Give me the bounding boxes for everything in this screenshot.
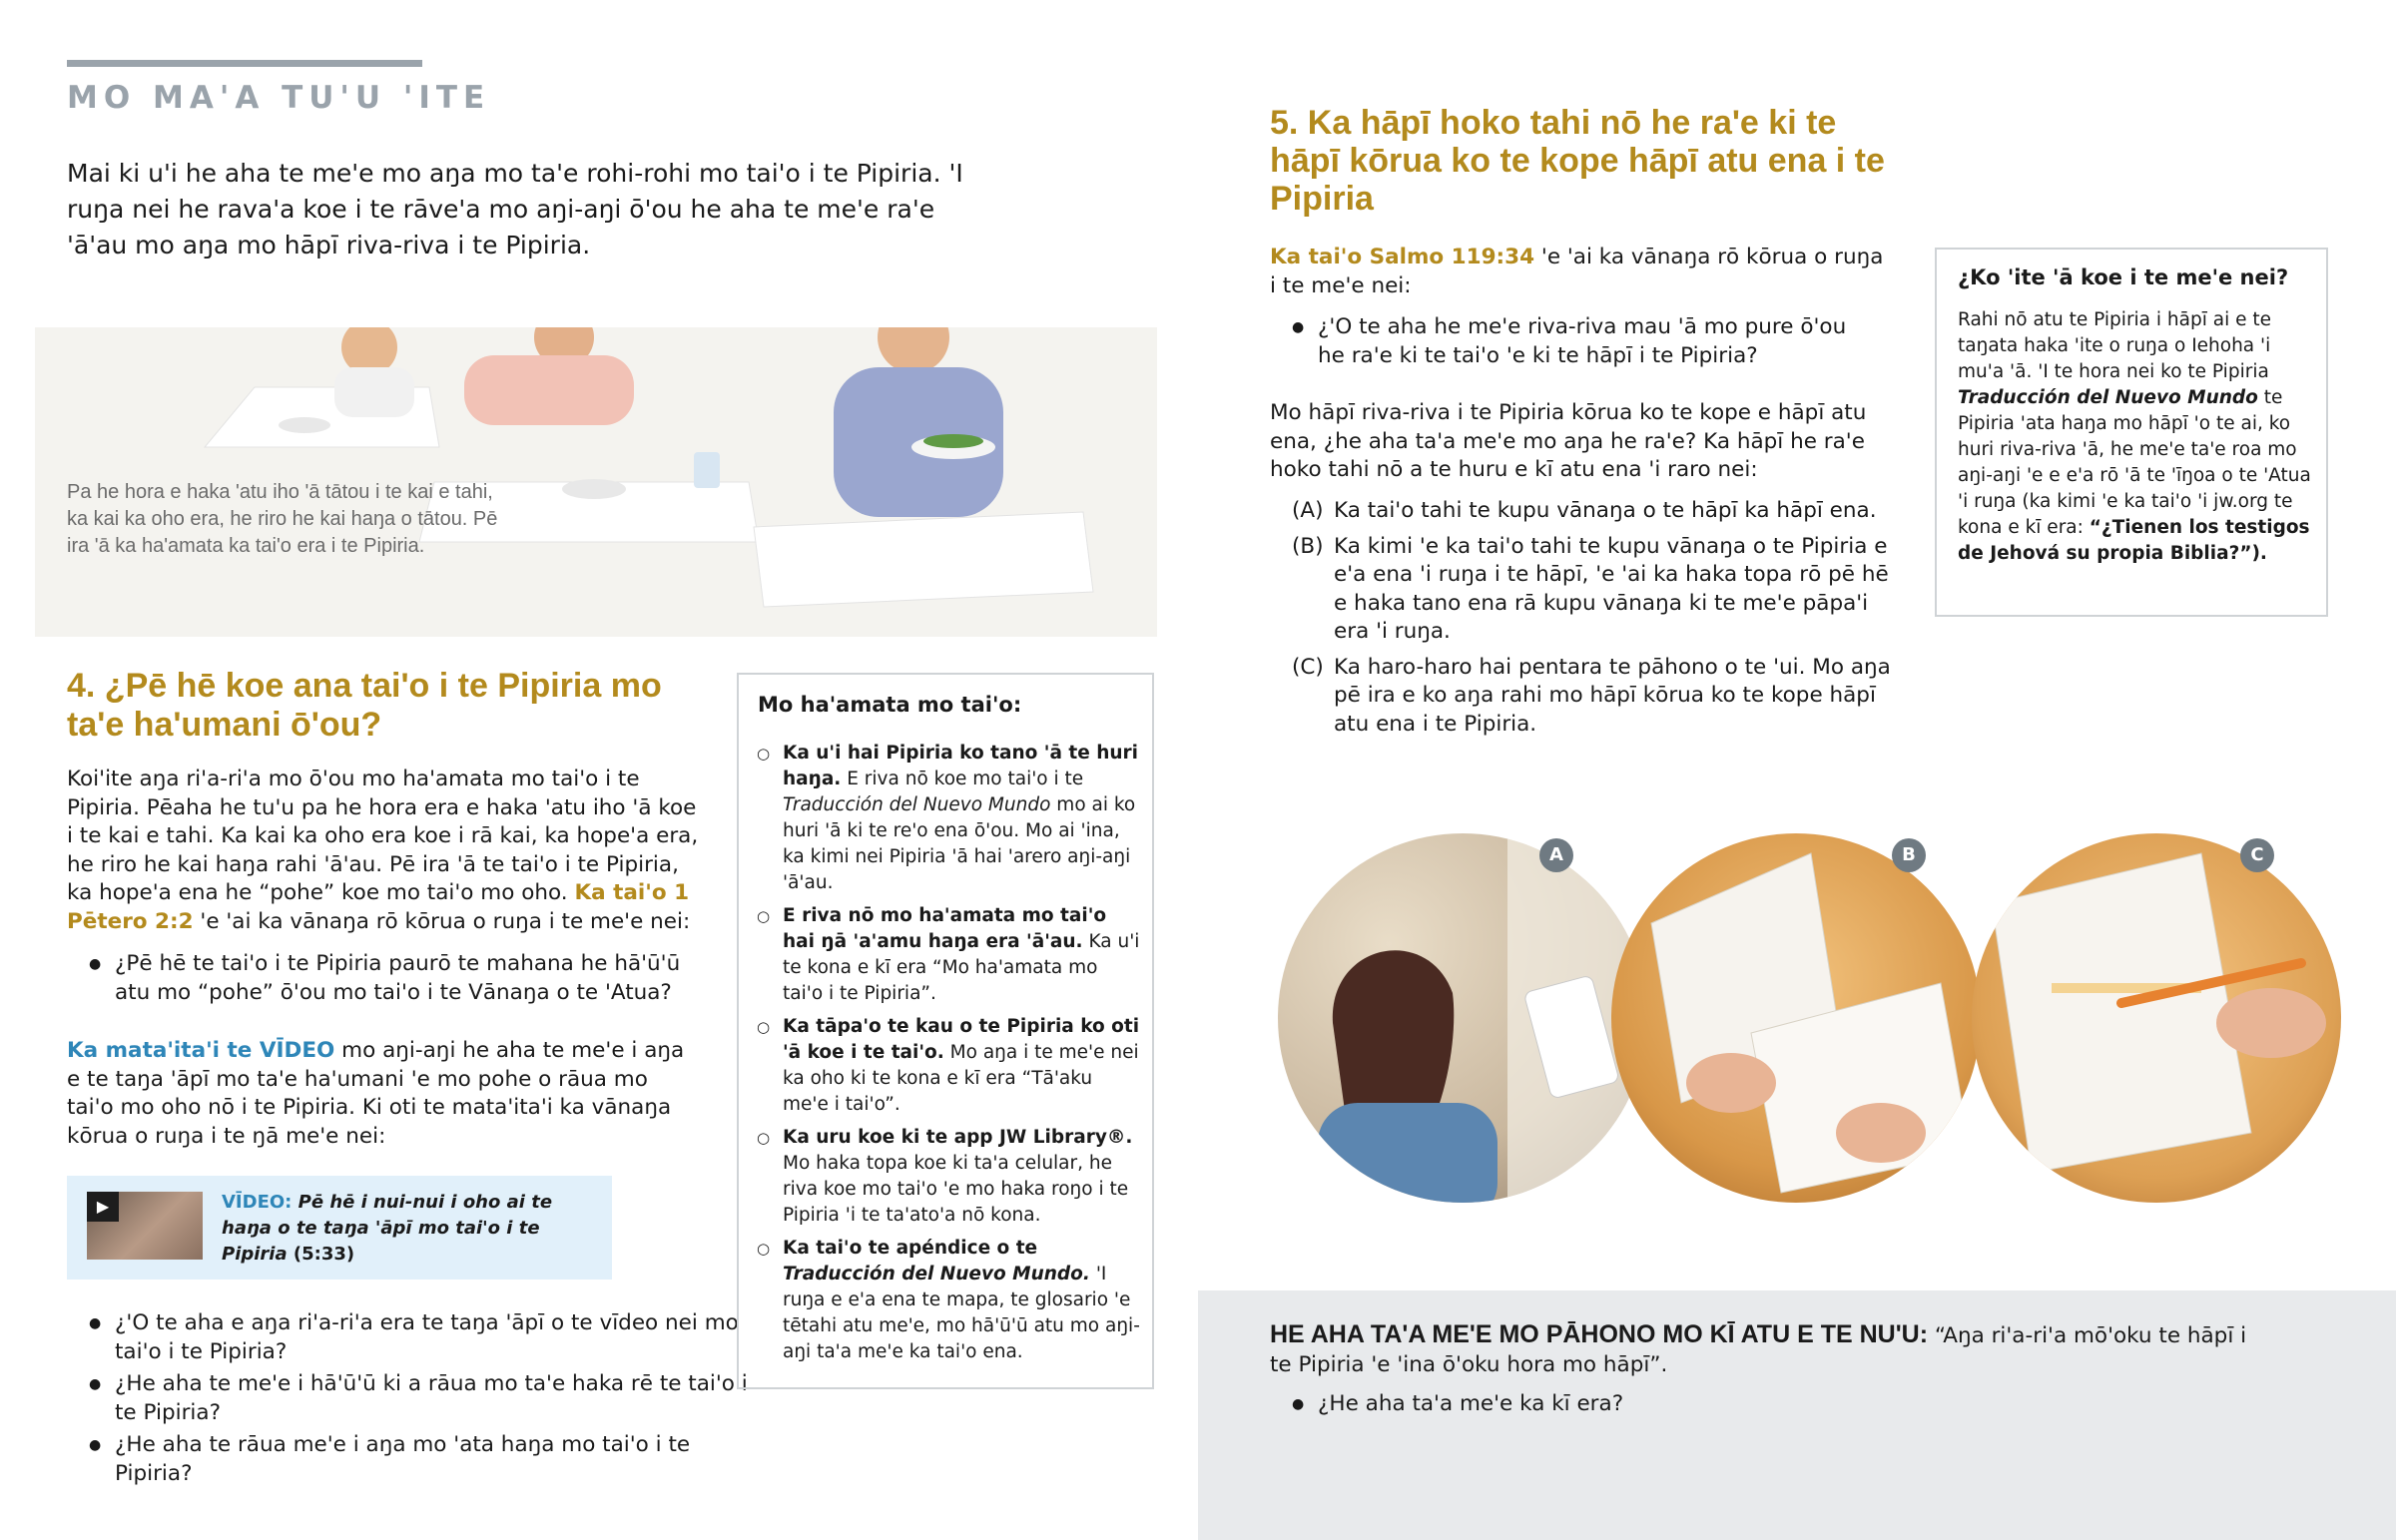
scripture-ref-tail: 'e 'ai ka vānaŋa rō kōrua o ruŋa i te me'e nei: (200, 908, 691, 934)
tip-item (757, 903, 1142, 1007)
kicker-rule (67, 60, 422, 67)
step-text: Ka tai'o tahi te kupu vānaŋa o te hāpī ka hāpī ena. (1334, 498, 1877, 523)
step-text: Ka kimi 'e ka tai'o tahi te kupu vānaŋa o te Pipiria e e'a ena 'i ruŋa i te hāpī, 'e 'ai ka haka topa rō pē hē e haka tano ena rā kupu vānaŋa ki te me'e pāpa'i era 'i ruŋa. (1334, 533, 1889, 644)
video-label: VĪDEO: (222, 1192, 293, 1213)
video-thumbnail[interactable] (87, 1192, 203, 1260)
video-question: ● ¿'O te aha e aŋa ri'a-ri'a era te taŋa 'āpī o te vīdeo nei mo tai'o i te Pipiria? (67, 1309, 766, 1366)
tip-text: E riva nō koe mo tai'o i te (847, 769, 1084, 789)
tip-heading: Ka tai'o te apéndice o te (783, 1238, 1038, 1259)
what-would-you-say-band (1198, 1290, 2396, 1540)
video-questions (67, 1309, 766, 1492)
section-5-bullets (1270, 313, 1869, 370)
video-title[interactable] (222, 1190, 601, 1268)
step-label: (C) (1292, 654, 1324, 680)
play-icon[interactable]: ▶ (87, 1192, 119, 1222)
info-bold-tail: “¿Tienen los testigos de Jehová su propia Biblia?”). (1958, 517, 2310, 564)
tip-text: 'I ruŋa e e'a ena te mapa, te glosario 'e tētahi atu me'e, mo hā'ū'ū atu mo aŋi-aŋi ta'a me'e ka tai'o ena. (783, 1264, 1140, 1362)
video-duration: (5:33) (293, 1244, 355, 1265)
boy-3-head (878, 327, 949, 373)
boy-1-shirt (334, 367, 414, 417)
boy-2-shirt (464, 355, 634, 425)
badge-a: A (1539, 838, 1573, 872)
video-card[interactable] (67, 1176, 612, 1280)
section-5-intro (1270, 244, 1889, 300)
section-4-text: Koi'ite aŋa ri'a-ri'a mo ō'ou mo ha'amata mo tai'o i te Pipiria. Pēaha he tu'u pa he hora era e haka 'atu iho 'ā koe i te kai e tahi. Ka kai ka oho era koe i rā kai, ka hope'a era, he riro he kai haŋa rahi 'ā'au. Pē ira 'ā te tai'o i te Pipiria, ka hope'a ena he “pohe” koe mo tai'o mo oho. (67, 767, 699, 905)
step-text: Ka haro-haro hai pentara te pāhono o te 'ui. Mo aŋa pē ira e ko aŋa rahi mo hāpī kōrua ko te kope hāpī atu ena i te Pipiria. (1334, 654, 1891, 737)
tip-heading: Ka tāpa'o te kau o te Pipiria ko oti 'ā koe i te tai'o. (783, 1016, 1140, 1063)
illustration-a (1278, 833, 1647, 1203)
illustration-c (1972, 833, 2341, 1203)
girl-backpack (1318, 1103, 1498, 1203)
salad-3 (923, 434, 983, 448)
objection-question: ● ¿He aha ta'a me'e ka kī era? (1270, 1390, 2168, 1419)
reading-tips-box (737, 673, 1154, 1389)
study-step (1292, 497, 1891, 526)
plate-2 (562, 479, 626, 499)
scripture-ref-link[interactable]: Ka tai'o Salmo 119:34 (1270, 245, 1535, 269)
info-italic: Traducción del Nuevo Mundo (1958, 387, 2258, 408)
tip-item (757, 1014, 1142, 1118)
plate-1 (279, 417, 330, 433)
badge-b: B (1892, 838, 1926, 872)
tip-item (757, 1125, 1142, 1229)
did-you-know-text (1958, 307, 2317, 567)
study-steps (1292, 497, 1891, 746)
reading-tips-list (757, 741, 1142, 1372)
tip-heading-italic: Traducción del Nuevo Mundo. (783, 1264, 1090, 1284)
section-4-body (67, 766, 706, 936)
girl-reading-illustration (1278, 833, 1647, 1203)
scripture-ref-link[interactable]: Ka tai'o 1 Pētero 2:2 (67, 880, 690, 934)
section-5-heading: 5. Ka hāpī hoko tahi nō he ra'e ki te hāpī kōrua ko te kope hāpī atu ena i te Pipiria (1270, 104, 1885, 218)
illustration-b (1611, 833, 1981, 1203)
tip-text: mo ai ko huri 'ā ki te re'o ena ō'ou. Mo ai 'ina, ka kimi nei Pipiria 'ā hai 'arero aŋi-aŋi 'ā'au. (783, 794, 1136, 893)
video-question: ● ¿He aha te rāua me'e i aŋa mo 'ata haŋa mo tai'o i te Pipiria? (67, 1431, 766, 1488)
watch-video-link[interactable]: Ka mata'ita'i te VĪDEO (67, 1038, 335, 1063)
video-question: ● ¿He aha te me'e i hā'ū'ū ki a rāua mo ta'e haka rē te tai'o i te Pipiria? (67, 1370, 766, 1427)
video-paragraph (67, 1037, 686, 1151)
reading-tips-title: Mo ha'amata mo tai'o: (758, 693, 1022, 717)
study-step (1292, 533, 1891, 647)
section-4-bullets (67, 950, 706, 1007)
hand-left (1686, 1053, 1776, 1113)
highlighting-illustration (1972, 833, 2341, 1203)
step-label: (A) (1292, 498, 1324, 523)
section-kicker: MO MA'A TU'U 'ITE (67, 80, 491, 116)
scripture-ref-tail: 'e 'ai ka vānaŋa rō kōrua o ruŋa i te me'e nei: (1270, 245, 1884, 298)
did-you-know-box (1935, 248, 2328, 617)
step-label: (B) (1292, 533, 1324, 559)
objection-bullets (1270, 1390, 2168, 1419)
discussion-question: ● ¿Pē hē te tai'o i te Pipiria paurō te mahana he hā'ū'ū atu mo “pohe” ō'ou mo tai'o i te Vānaŋa o te 'Atua? (67, 950, 706, 1007)
info-text-b: te Pipiria 'ata haŋa mo hāpī 'o te ai, ko huri riva-riva 'ā, he me'e ta'e roa mo aŋi-aŋi 'e e e'a rō 'ā te 'īŋoa o te 'Atua 'i ruŋa (ka kimi 'e ka tai'o 'i jw.org te kona e kī era: (1958, 387, 2311, 538)
tip-heading: E riva nō mo ha'amata mo tai'o hai ŋā 'a'amu haŋa era 'ā'au. (783, 905, 1107, 952)
cup (694, 452, 720, 488)
section-5-body: Mo hāpī riva-riva i te Pipiria kōrua ko te kope e hāpī atu ena, ¿he aha ta'a me'e mo aŋa he ra'e? Ka hāpī he ra'e hoko tahi nō a te huru e kī atu ena 'i raro nei: (1270, 400, 1867, 482)
video-title-text: Pē hē i nui-nui i oho ai te haŋa o te taŋa 'āpī mo tai'o i te Pipiria (222, 1192, 553, 1265)
tip-italic: Traducción del Nuevo Mundo (783, 794, 1051, 815)
study-page (1992, 853, 2251, 1173)
discussion-question: ● ¿'O te aha he me'e riva-riva mau 'ā mo pure ō'ou he ra'e ki te tai'o 'e ki te hāpī i te Pipiria? (1270, 313, 1869, 370)
study-step (1292, 654, 1891, 740)
tip-heading: Ka uru koe ki te app JW Library®. (783, 1127, 1133, 1148)
tip-text: Ka u'i te kona e kī era “Mo ha'amata mo tai'o i te Pipiria”. (783, 931, 1140, 1004)
section-4-heading: 4. ¿Pē hē koe ana tai'o i te Pipiria mo ta'e ha'umani ō'ou? (67, 667, 662, 744)
writing-hand (2216, 988, 2326, 1058)
open-book-illustration (1611, 833, 1981, 1203)
hand-right (1836, 1103, 1926, 1163)
table-3 (754, 512, 1093, 607)
objection-quote: “Aŋa ri'a-ri'a mō'oku te hāpī i te Pipiria 'e 'ina ō'oku hora mo hāpī”. (1270, 1323, 2247, 1377)
tip-item (757, 1236, 1142, 1365)
video-paragraph-text: mo aŋi-aŋi he aha te me'e i aŋa e te taŋa 'āpī mo ta'e ha'umani 'e mo pohe o rāua mo tai'o mo oho nō i te Pipiria. Ki oti te mata'ita'i ka vānaŋa kōrua o ruŋa i te ŋā me'e nei: (67, 1038, 685, 1149)
info-text-a: Rahi nō atu te Pipiria i hāpī ai e te taŋata haka 'ite o ruŋa o Iehoha 'i mu'a 'ā. 'I te hora nei ko te Pipiria (1958, 309, 2272, 382)
tip-item (757, 741, 1142, 896)
objection-heading: HE AHA TA'A ME'E MO PĀHONO MO KĪ ATU E TE NU'U: (1270, 1320, 1929, 1348)
tip-heading: Ka u'i hai Pipiria ko tano 'ā te huri haŋa. (783, 743, 1139, 789)
photo-caption: Pa he hora e haka 'atu iho 'ā tātou i te kai e tahi, ka kai ka oho era, he riro he kai haŋa o tātou. Pē ira 'ā ka ha'amata ka tai'o era i te Pipiria. (67, 481, 498, 557)
objection-statement (1270, 1320, 2248, 1379)
did-you-know-title: ¿Ko 'ite 'ā koe i te me'e nei? (1958, 265, 2289, 289)
tip-text: Mo haka topa koe ki ta'a celular, he riva koe mo tai'o 'e mo haka roŋo i te Pipiria 'i te ta'ato'a nō kona. (783, 1153, 1129, 1226)
badge-c: C (2240, 838, 2274, 872)
tip-text: Mo aŋa i te me'e nei ka oho ki te kona e kī era “Tā'aku me'e i tai'o”. (783, 1042, 1139, 1115)
intro-paragraph: Mai ki u'i he aha te me'e mo aŋa mo ta'e rohi-rohi mo tai'o i te Pipiria. 'I ruŋa nei he rava'a koe i te rāve'a mo aŋi-aŋi ō'ou he aha te me'e ra'e 'ā'au mo aŋa mo hāpī riva-riva i te Pipiria. (67, 159, 963, 259)
